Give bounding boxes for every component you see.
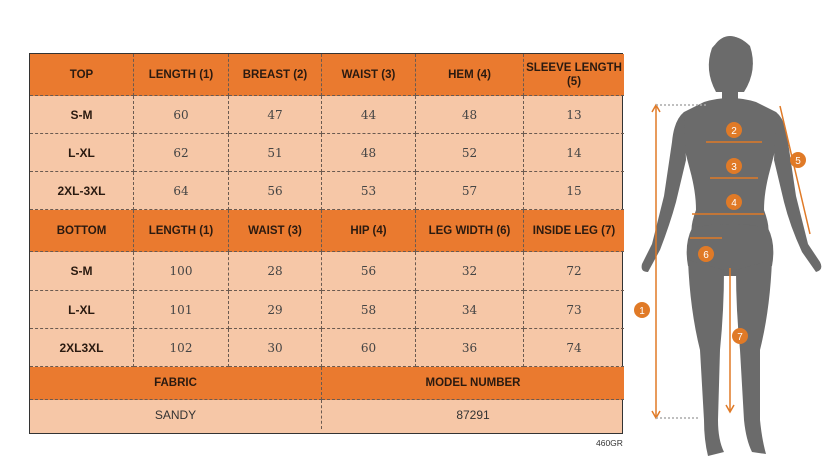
body-silhouette (642, 36, 822, 456)
top-row-value: 51 (229, 134, 322, 172)
bottom-header-size: BOTTOM (30, 210, 134, 252)
bottom-row-size: 2XL3XL (30, 329, 134, 367)
marker-1 (634, 302, 650, 318)
top-row-value: 48 (416, 96, 524, 134)
svg-text:4: 4 (731, 198, 737, 209)
bottom-header-inside-leg: INSIDE LEG (7) (524, 210, 624, 252)
bottom-header-leg-width: LEG WIDTH (6) (416, 210, 524, 252)
top-header-waist: WAIST (3) (322, 54, 416, 96)
top-row-value: 56 (229, 172, 322, 210)
marker-7 (732, 328, 748, 344)
bottom-header-waist: WAIST (3) (229, 210, 322, 252)
svg-text:7: 7 (737, 332, 743, 343)
marker-6 (698, 246, 714, 262)
bottom-header-hip: HIP (4) (322, 210, 416, 252)
product-code: 460GR (596, 438, 623, 448)
top-row-value: 57 (416, 172, 524, 210)
bottom-row-value: 28 (229, 252, 322, 291)
top-header-size: TOP (30, 54, 134, 96)
fabric-value: SANDY (30, 400, 322, 429)
bottom-row-value: 29 (229, 291, 322, 329)
bottom-row-value: 34 (416, 291, 524, 329)
bottom-row-value: 36 (416, 329, 524, 367)
top-row-size: 2XL-3XL (30, 172, 134, 210)
bottom-row-value: 72 (524, 252, 624, 291)
bottom-row-value: 74 (524, 329, 624, 367)
top-header-sleeve-length: SLEEVE LENGTH (5) (524, 54, 624, 96)
bottom-row-value: 100 (134, 252, 229, 291)
bottom-row-value: 60 (322, 329, 416, 367)
bottom-row-value: 30 (229, 329, 322, 367)
top-header-length: LENGTH (1) (134, 54, 229, 96)
top-row-value: 47 (229, 96, 322, 134)
top-header-breast: BREAST (2) (229, 54, 322, 96)
top-row-value: 53 (322, 172, 416, 210)
top-row-value: 52 (416, 134, 524, 172)
top-row-size: S-M (30, 96, 134, 134)
svg-text:3: 3 (731, 162, 737, 173)
bottom-header-length: LENGTH (1) (134, 210, 229, 252)
model-number-value: 87291 (456, 407, 490, 422)
bottom-row-value: 73 (524, 291, 624, 329)
fabric-label: FABRIC (30, 367, 322, 400)
size-chart-table (29, 53, 623, 434)
bottom-row-value: 102 (134, 329, 229, 367)
marker-2 (726, 122, 742, 138)
top-row-value: 44 (322, 96, 416, 134)
svg-text:1: 1 (639, 306, 645, 317)
body-measurement-figure (620, 20, 840, 470)
bottom-row-size: L-XL (30, 291, 134, 329)
top-row-value: 64 (134, 172, 229, 210)
svg-text:2: 2 (731, 126, 737, 137)
bottom-row-value: 101 (134, 291, 229, 329)
top-row-value: 14 (524, 134, 624, 172)
svg-text:6: 6 (703, 250, 709, 261)
bottom-row-size: S-M (30, 252, 134, 291)
top-header-hem: HEM (4) (416, 54, 524, 96)
marker-3 (726, 158, 742, 174)
marker-4 (726, 194, 742, 210)
top-row-value: 62 (134, 134, 229, 172)
bottom-row-value: 58 (322, 291, 416, 329)
top-row-size: L-XL (30, 134, 134, 172)
bottom-row-value: 56 (322, 252, 416, 291)
svg-text:5: 5 (795, 156, 801, 167)
bottom-row-value: 32 (416, 252, 524, 291)
marker-5 (790, 152, 806, 168)
model-number-label: MODEL NUMBER (322, 367, 624, 400)
top-row-value: 13 (524, 96, 624, 134)
top-row-value: 15 (524, 172, 624, 210)
top-row-value: 60 (134, 96, 229, 134)
top-row-value: 48 (322, 134, 416, 172)
